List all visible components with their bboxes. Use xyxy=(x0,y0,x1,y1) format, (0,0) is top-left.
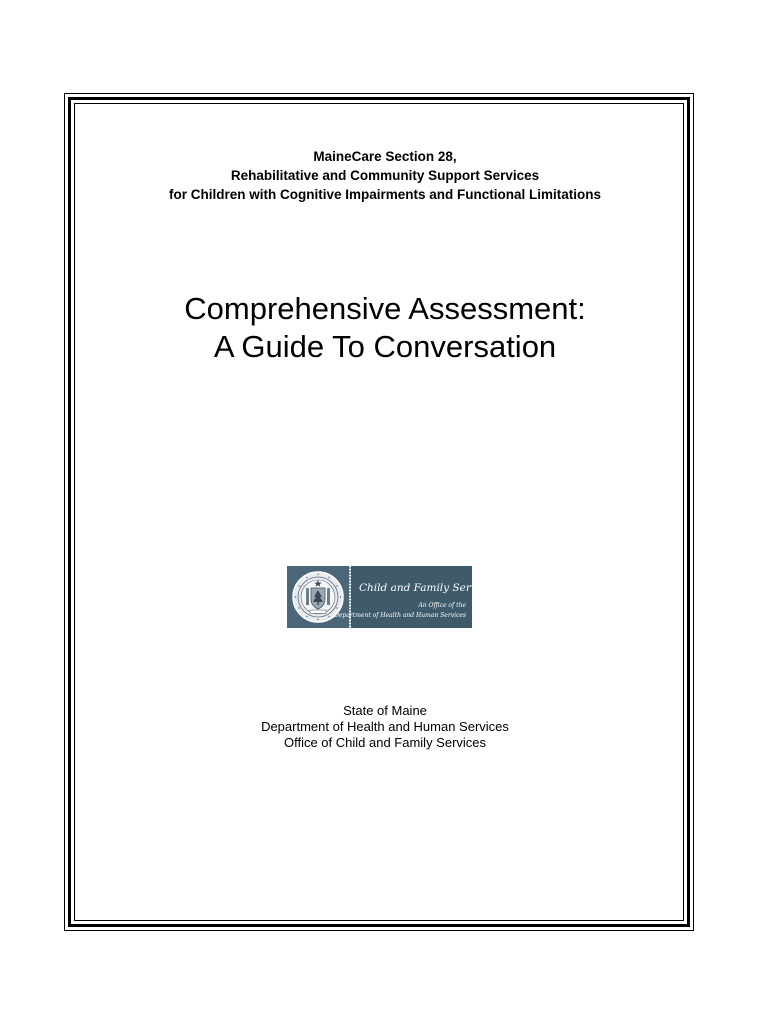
agency-logo xyxy=(287,566,498,628)
document-header xyxy=(0,147,770,204)
logo-subtitle-1: An Office of the xyxy=(418,602,466,609)
title-line-1: Comprehensive Assessment: xyxy=(184,291,586,326)
document-title xyxy=(0,290,770,366)
page-border xyxy=(64,93,694,931)
footer-line-department: Department of Health and Human Services xyxy=(261,719,509,734)
title-line-2: A Guide To Conversation xyxy=(213,329,557,364)
header-line-population: for Children with Cognitive Impairments and Functional Limitations xyxy=(168,187,602,202)
logo-subtitle-2: Department of Health and Human Services xyxy=(334,612,466,619)
footer-line-office: Office of Child and Family Services xyxy=(283,735,487,750)
footer-line-state: State of Maine xyxy=(343,703,427,718)
page-border-inner xyxy=(74,103,684,921)
document-footer xyxy=(0,703,770,751)
logo-office-name: Child and Family Services xyxy=(359,582,498,594)
header-line-services: Rehabilitative and Community Support Services xyxy=(230,168,540,183)
header-line-program: MaineCare Section 28, xyxy=(313,149,457,164)
logo-text-panel xyxy=(334,566,498,628)
